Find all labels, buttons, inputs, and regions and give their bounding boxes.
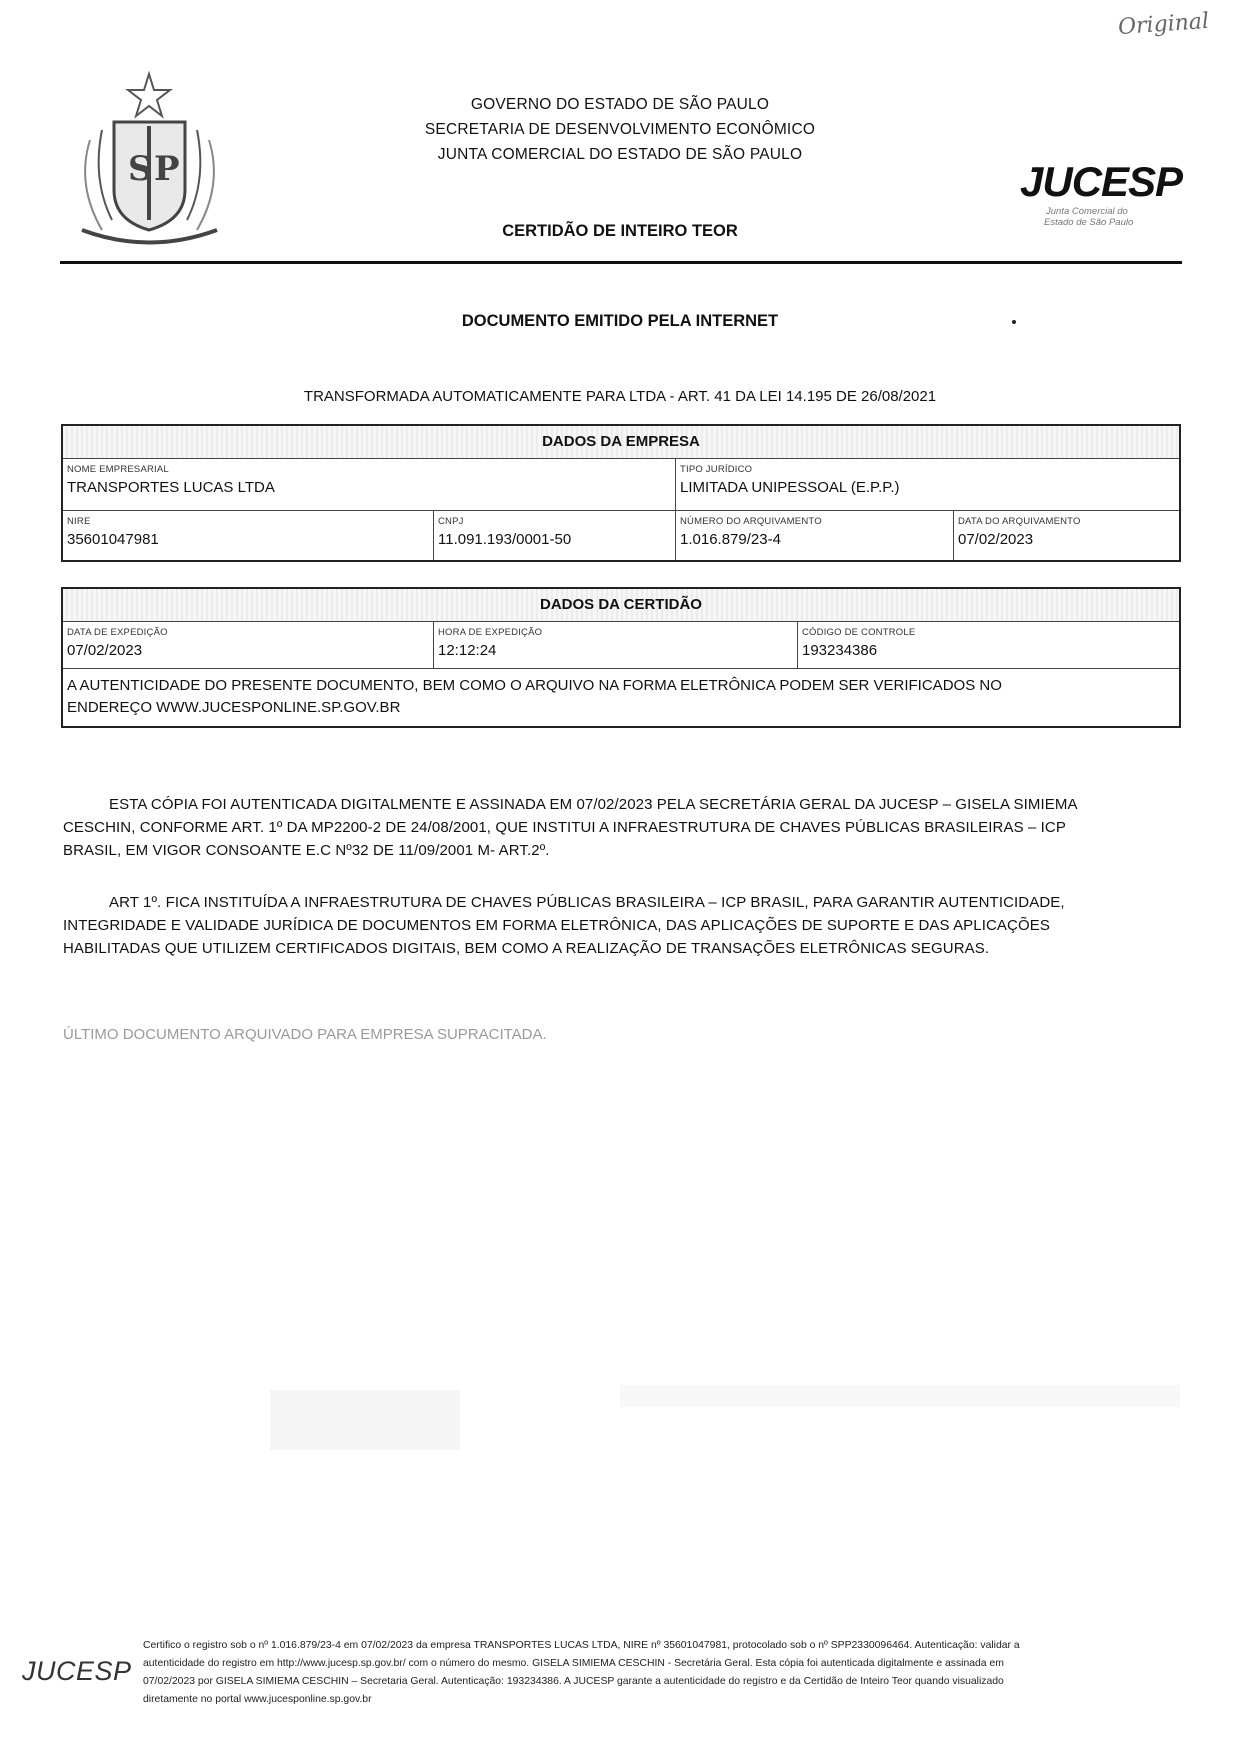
legal-type-value: LIMITADA UNIPESSOAL (E.P.P.)	[680, 479, 900, 496]
icp-brasil-line-2: INTEGRIDADE E VALIDADE JURÍDICA DE DOCUMENTOS EM FORMA ELETRÔNICA, DAS APLICAÇÕES DE SUPORTE E DAS APLICAÇÕES	[63, 917, 1050, 934]
footer-line-1: Certifico o registro sob o nº 1.016.879/23-4 em 07/02/2023 da empresa TRANSPORTES LUCAS LTDA, NIRE nº 35601047981, protocolado sob o nº SPP2330096464. Autenticação: validar a	[143, 1640, 1020, 1651]
icp-brasil-line-1: ART 1º. FICA INSTITUÍDA A INFRAESTRUTURA DE CHAVES PÚBLICAS BRASILEIRA – ICP BRASIL, PARA GARANTIR AUTENTICIDADE,	[109, 894, 1065, 911]
company-name-value: TRANSPORTES LUCAS LTDA	[67, 479, 275, 496]
certidao-title: CERTIDÃO DE INTEIRO TEOR	[502, 222, 738, 240]
issue-date-value: 07/02/2023	[67, 642, 143, 659]
control-code-cell	[798, 622, 1181, 669]
company-data-table	[61, 424, 1181, 562]
scan-smudge	[270, 1390, 460, 1450]
filing-date-label: DATA DO ARQUIVAMENTO	[958, 516, 1081, 527]
company-name-label: NOME EMPRESARIAL	[67, 464, 169, 475]
issue-date-cell	[62, 622, 434, 669]
certificate-data-title: DADOS DA CERTIDÃO	[62, 588, 1180, 622]
svg-text:P: P	[154, 149, 180, 189]
authentication-line-1: ESTA CÓPIA FOI AUTENTICADA DIGITALMENTE E ASSINADA EM 07/02/2023 PELA SECRETÁRIA GERAL DA JUCESP – GISELA SIMIEMA	[109, 796, 1078, 813]
header-line-junta: JUNTA COMERCIAL DO ESTADO DE SÃO PAULO	[437, 146, 803, 163]
jucesp-logo-text: JUCESP	[1020, 158, 1183, 205]
cnpj-label: CNPJ	[438, 516, 464, 527]
header-line-government: GOVERNO DO ESTADO DE SÃO PAULO	[470, 96, 770, 113]
header-divider	[60, 261, 1182, 264]
footer-certification-text	[143, 1637, 1183, 1709]
filing-number-cell	[676, 511, 954, 561]
document-title: DOCUMENTO EMITIDO PELA INTERNET	[461, 312, 779, 330]
icp-brasil-line-3: HABILITADAS QUE UTILIZEM CERTIFICADOS DIGITAIS, BEM COMO A REALIZAÇÃO DE TRANSAÇÕES ELETRÔNICAS SEGURAS.	[63, 940, 990, 957]
svg-text:S: S	[128, 149, 153, 189]
company-name-cell	[62, 459, 676, 511]
legal-type-label: TIPO JURÍDICO	[680, 464, 753, 475]
authentication-line-2: CESCHIN, CONFORME ART. 1º DA MP2200-2 DE 24/08/2001, QUE INSTITUI A INFRAESTRUTURA DE CHAVES PÚBLICAS BRASILEIRAS – ICP	[63, 819, 1066, 836]
company-data-title: DADOS DA EMPRESA	[62, 425, 1180, 459]
certificate-data-table	[61, 587, 1181, 728]
cnpj-cell	[434, 511, 676, 561]
nire-cell	[62, 511, 434, 561]
issue-time-value: 12:12:24	[438, 642, 497, 659]
footer-line-2: autenticidade do registro em http://www.jucesp.sp.gov.br/ com o número do mesmo. GISELA SIMIEMA CESCHIN - Secretária Geral. Esta cópia foi autenticada digitalmente e assinada em	[143, 1658, 1004, 1669]
last-document-note: ÚLTIMO DOCUMENTO ARQUIVADO PARA EMPRESA SUPRACITADA.	[63, 1026, 547, 1043]
issue-time-label: HORA DE EXPEDIÇÃO	[438, 627, 543, 638]
transform-note: TRANSFORMADA AUTOMATICAMENTE PARA LTDA - ART. 41 DA LEI 14.195 DE 26/08/2021	[303, 388, 937, 405]
filing-number-value: 1.016.879/23-4	[680, 531, 781, 548]
authenticity-note-line-2: ENDEREÇO WWW.JUCESPONLINE.SP.GOV.BR	[67, 699, 401, 716]
scan-smudge-2	[620, 1385, 1180, 1407]
legal-type-cell	[676, 459, 1181, 511]
scan-dot	[1012, 320, 1016, 324]
nire-label: NIRE	[67, 516, 91, 527]
filing-number-label: NÚMERO DO ARQUIVAMENTO	[680, 516, 822, 527]
footer-line-4: diretamente no portal www.jucesponline.sp.gov.br	[143, 1694, 372, 1705]
handwritten-original-note: Original	[1117, 8, 1210, 41]
header-line-secretaria: SECRETARIA DE DESENVOLVIMENTO ECONÔMICO	[424, 121, 816, 138]
authentication-paragraph	[63, 793, 1181, 862]
control-code-label: CÓDIGO DE CONTROLE	[802, 627, 916, 638]
jucesp-logo	[1020, 158, 1183, 228]
issue-date-label: DATA DE EXPEDIÇÃO	[67, 627, 168, 638]
issue-time-cell	[434, 622, 798, 669]
footer-line-3: 07/02/2023 por GISELA SIMIEMA CESCHIN – Secretaria Geral. Autenticação: 193234386. A JUCESP garante a autenticidade do registro e da Certidão de Inteiro Teor quando visualizado	[143, 1676, 1004, 1687]
nire-value: 35601047981	[67, 531, 159, 548]
filing-date-value: 07/02/2023	[958, 531, 1034, 548]
jucesp-logo-subtitle-1: Junta Comercial do	[1046, 206, 1128, 217]
icp-brasil-paragraph	[63, 891, 1181, 960]
authentication-line-3: BRASIL, EM VIGOR CONSOANTE E.C Nº32 DE 11/09/2001 M- ART.2º.	[63, 842, 550, 859]
jucesp-logo-subtitle-2: Estado de São Paulo	[1044, 217, 1134, 228]
sao-paulo-coat-of-arms-icon	[62, 70, 237, 250]
header-block	[330, 92, 910, 167]
authenticity-note-cell	[62, 669, 1180, 727]
cnpj-value: 11.091.193/0001-50	[438, 531, 572, 548]
authenticity-note-line-1: A AUTENTICIDADE DO PRESENTE DOCUMENTO, BEM COMO O ARQUIVO NA FORMA ELETRÔNICA PODEM SER VERIFICADOS NO	[67, 677, 1002, 694]
footer-logo: JUCESP	[22, 1656, 132, 1686]
filing-date-cell	[954, 511, 1181, 561]
control-code-value: 193234386	[802, 642, 878, 659]
